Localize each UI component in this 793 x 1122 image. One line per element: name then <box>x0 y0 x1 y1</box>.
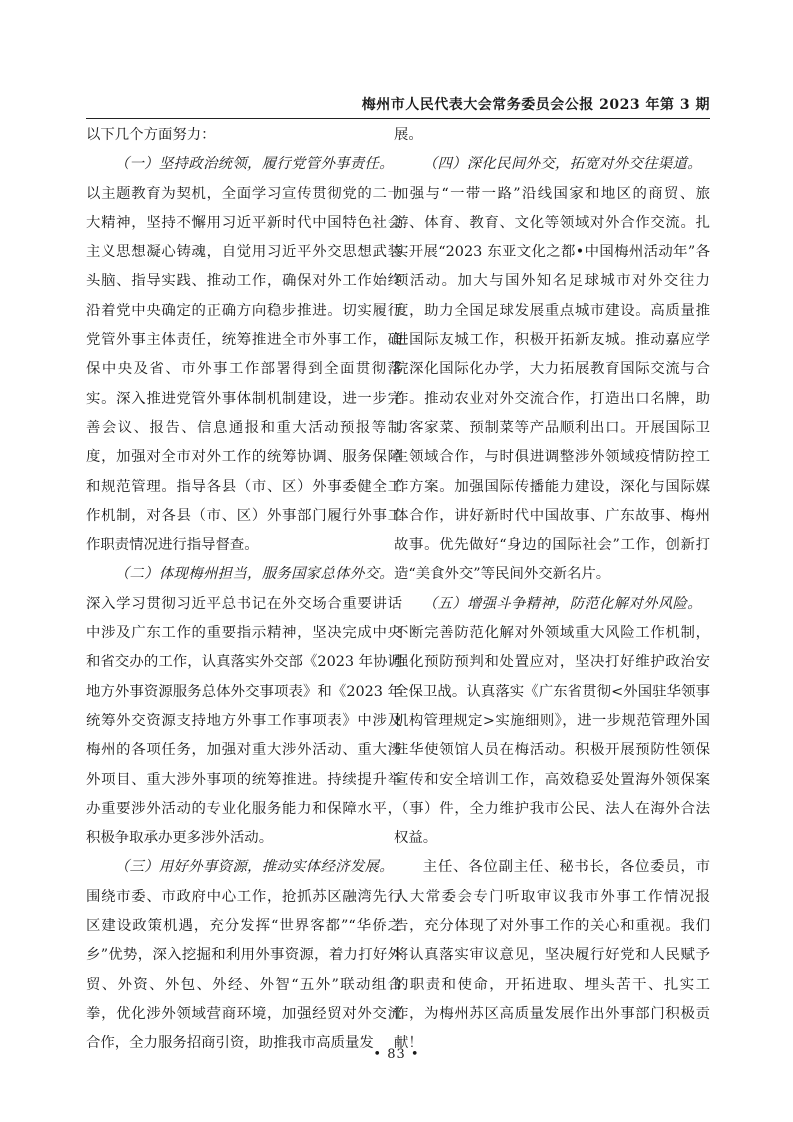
paragraph: 不断完善防范化解对外领域重大风险工作机制，强化预防预判和处置应对，坚决打好维护政治安全保卫战。认真落实《广东省贯彻<外国驻华领事机构管理规定>实施细则》，进一步规范管理外国驻华使领馆人员在梅活动。积极开展预防性领保宣传和安全培训工作，高效稳妥处置海外领保案（事）件，全力维护我市公民、法人在海外合法权益。 <box>394 625 710 847</box>
page-number: • 83 • <box>373 1047 420 1062</box>
paragraph: 深入学习贯彻习近平总书记在外交场合重要讲话中涉及广东工作的重要指示精神，坚决完成中央和省交办的工作，认真落实外交部《2023 年协调地方外事资源服务总体外交事项表》和《2023 年统筹外交资源支持地方外事工作事项表》中涉及梅州的各项任务，加强对重大涉外活动、重大涉外项目、重大涉外事项的统筹推进。持续提升举办重要涉外活动的专业化服务能力和保障水平，积极争取承办更多涉外活动。 <box>86 595 402 847</box>
section-heading-5: （五）增强斗争精神，防范化解对外风险。 <box>422 595 702 612</box>
paragraph: 围绕市委、市政府中心工作，抢抓苏区融湾先行区建设政策机遇，充分发挥“世界客都”“华侨之乡”优势，深入挖掘和利用外事资源，着力打好外贸、外资、外包、外经、外智“五外”联动组合拳，优化涉外领域营商环境，加强经贸对外交流合作，全力服务招商引资，助推我市高质量发 <box>86 888 402 1052</box>
left-column <box>86 121 402 1059</box>
paragraph: 展。 <box>394 127 423 143</box>
section-heading-2: （二）体现梅州担当，服务国家总体外交。 <box>114 566 394 583</box>
right-column <box>394 121 710 1059</box>
journal-header: 梅州市人民代表大会常务委员会公报 2023 年第 3 期 <box>86 94 710 119</box>
section-heading-4: （四）深化民间外交，拓宽对外交往渠道。 <box>422 156 702 173</box>
paragraph: 以下几个方面努力： <box>86 127 216 143</box>
paragraph: 以主题教育为契机，全面学习宣传贯彻党的二十大精神，坚持不懈用习近平新时代中国特色社会主义思想凝心铸魂，自觉用习近平外交思想武装头脑、指导实践、推动工作，确保对外工作始终沿着党中央确定的正确方向稳步推进。切实履行党管外事主体责任，统筹推进全市外事工作，确保中央及省、市外事工作部署得到全面贯彻落实。深入推进党管外事体制机制建设，进一步完善会议、报告、信息通报和重大活动预报等制度，加强对全市对外工作的统筹协调、服务保障和规范管理。指导各县（市、区）外事委健全工作机制，对各县（市、区）外事部门履行外事工作职责情况进行指导督查。 <box>86 185 402 554</box>
section-heading-3: （三）用好外事资源，推动实体经济发展。 <box>114 859 394 876</box>
closing-paragraph: 主任、各位副主任、秘书长，各位委员，市人大常委会专门听取审议我市外事工作情况报告，充分体现了对外事工作的关心和重视。我们将认真落实审议意见，坚决履行好党和人民赋予的职责和使命，开拓进取、埋头苦干、扎实工作，为梅州苏区高质量发展作出外事部门积极贡献！ <box>394 859 710 1052</box>
section-heading-1: （一）坚持政治统领，履行党管外事责任。 <box>114 156 394 173</box>
paragraph: 加强与“一带一路”沿线国家和地区的商贸、旅游、体育、教育、文化等领域对外合作交流。扎实开展“2023 东亚文化之都•中国梅州活动年”各项活动。加大与国外知名足球城市对外交往力度，助力全国足球发展重点城市建设。高质量推进国际友城工作，积极开拓新友城。推动嘉应学院深化国际化办学，大力拓展教育国际交流与合作。推动农业对外交流合作，打造出口名牌，助力客家菜、预制菜等产品顺利出口。开展国际卫生领域合作，与时俱进调整涉外领域疫情防控工作方案。加强国际传播能力建设，深化与国际媒体合作，讲好新时代中国故事、广东故事、梅州故事。优先做好“身边的国际社会”工作，创新打造“美食外交”等民间外交新名片。 <box>394 185 710 583</box>
